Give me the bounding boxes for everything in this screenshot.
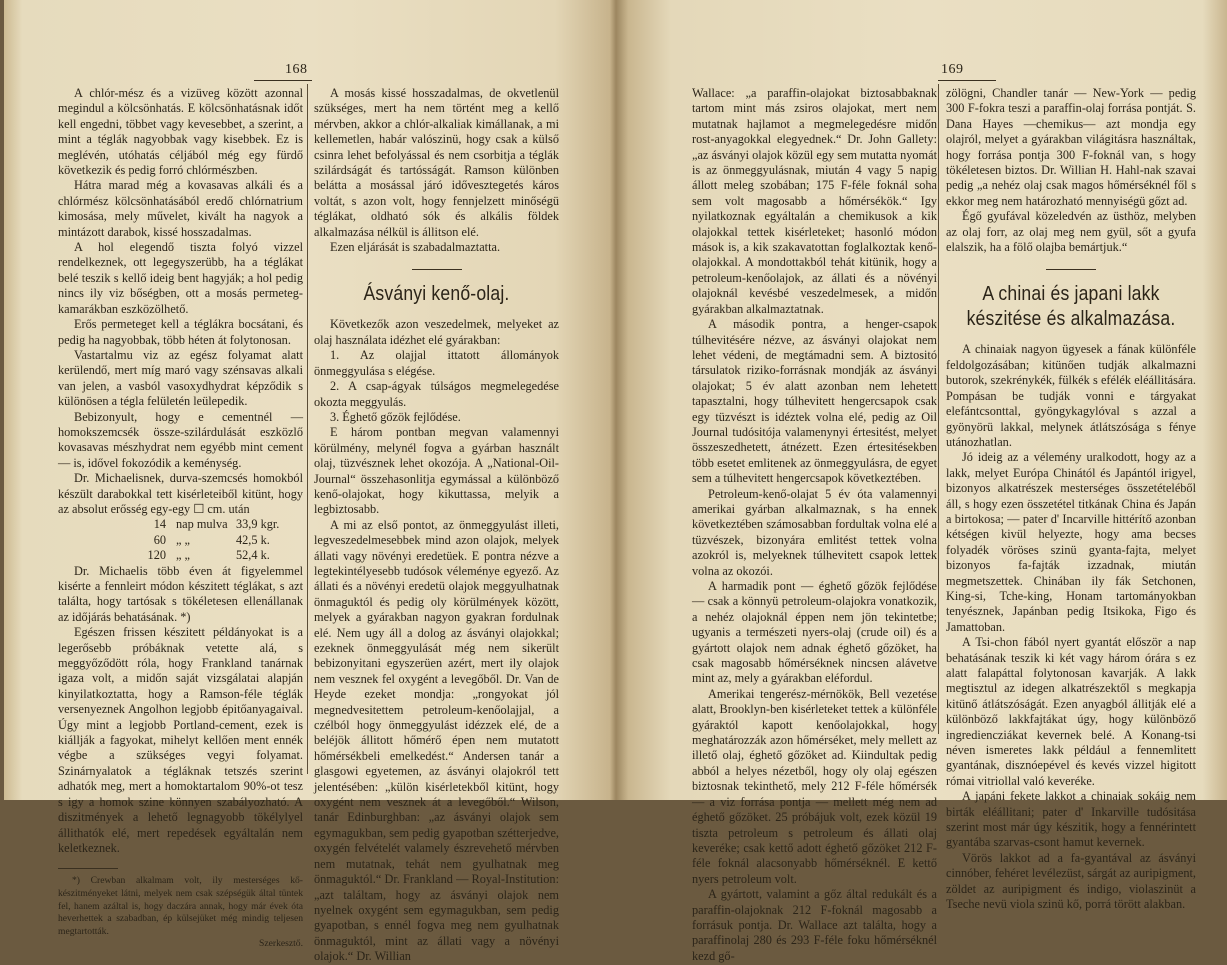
paragraph: A gyártott, valamint a gőz által redukált és a paraffin-olajoknak 212 F-foknál magosabb a forrásuk pontja. Dr. Wallace azt találta, hogy a paraffinolaj 280 és 293 F-féle foku hőmérséknél kezd gő-: [692, 887, 937, 963]
paragraph: zölögni, Chandler tanár — New-York — pedig 300 F-fokra teszi a paraffin-olaj forrása pontját. S. Dana Hayes —chemikus— azt mondja egy olajról, melyet a gyárakban világitásra használtak, hogy forrása pontja 300 F-foknál van, s hogy tökéletesen biztos. Dr. Willian H. Hahl-nak szavai pedig „a nehéz olaj csak magos hőmérséknél fől s ekkor meg nem határozható mennyiségü gőzt ad.: [946, 86, 1196, 208]
section-rule: [412, 269, 462, 270]
paragraph: Vörös lakkot ad a fa-gyantával az ásványi cinnóber, fehéret levélezüst, sárgát az auripigment, zöldet az auripigment és indigo, violaszinüt a Tseche nevü viola szinü kő, porrá törött alakban.: [946, 850, 1196, 912]
paragraph: A Tsi-chon fából nyert gyantát először a nap behatásának teszik ki két vagy három órára s ez alatt falapáttal folytonosan kavarják. A lakk megtisztul az idegen alkatrészektől s megkapja kitünő átlátszóságát. Ezen anyagból állitják elé a különböző lakkfajtákat úgy, hogy különböző ingrediencziákat kevernek belé. A Konang-tsi néven ismeretes lakk például a fennemlitett gyantának, disznóepével és kevés vizzel higitott római vitriollal való keveréke.: [946, 635, 1196, 788]
paragraph: A japáni fekete lakkot a chinaiak sokáig nem birták eléállitani; pater d' Inkarville tudósitása szerint most már úgy készitik, hogy a fennérintett gyantába szarvas-csont hamut kevernek.: [946, 789, 1196, 850]
table-cell-label: „ „: [176, 548, 190, 563]
page-number: 169: [941, 62, 964, 77]
table-cell-value: 52,4 k.: [236, 548, 270, 563]
column-divider: [938, 84, 939, 734]
paragraph: A harmadik pont — éghető gőzök fejlődése — csak a könnyü petroleum-olajokra vonatkozik, a nehéz olajoknál éppen nem jön tekintetbe; ugyanis a természeti nyers-olaj (crude oil) és a gyártott olajok nem adnak éghető gőzöket, ha csak magosabb hőmérséknek nincsen alávetve mint az, mely a gyárakban eléfordul.: [692, 579, 937, 686]
paragraph: 1. Az olajjal ittatott állományok önmeggyulása s elégése.: [314, 348, 559, 378]
paragraph: Dr. Michaelisnek, durva-szemcsés homokból készült darabokkal tett kisérleteiből kitünt, hogy az absolut erősség egy-egy ☐ cm. után: [58, 471, 303, 516]
paragraph: A második pontra, a henger-csapok túlhevitésére nézve, az ásványi olajokat nem lehet védeni, de megtámadni sem. A biztositó társulatok riziko-forrásnak mondják az ásványi olajokat; 5 év alatt azonban nem lehetett tapasztalni, hogy túlhevitett hengercsapok csak egy tüzvészt is idéztek volna elé, pedig az Oil Journal tudósitója valamenynyi értesitést, melyet összeszedhetett, átnézett. Ezen értesitésekben több esetet emlitenek az önmeggyulásra, de egyet sem a túlhevitett hengercsapok következtében.: [692, 317, 937, 486]
section-heading: Ásványi kenő-olaj.: [363, 283, 510, 306]
section-rule: [1046, 269, 1096, 270]
paragraph: 3. Éghető gőzök fejlődése.: [330, 409, 461, 424]
table-cell-days: 120: [147, 548, 166, 563]
header-rule: [938, 80, 996, 81]
paragraph: Hátra marad még a kovasavas alkáli és a chlórmész kölcsönhatásából eredő chlórnatrium kimosása, mely művelet, kivált ha nagyok a mintázott darabok, kissé hosszadalmas.: [58, 178, 303, 239]
section-heading: A chinai és japani lakk készitése és alkalmazása.: [966, 283, 1176, 331]
column-left: [58, 86, 303, 950]
paragraph: Ezen eljárását is szabadalmaztatta.: [330, 240, 501, 255]
paragraph: Jó ideig az a vélemény uralkodott, hogy az a lakk, melyet Európa Chinától és Japántól irigyel, bizonyos alkatrészek mesterséges összetételéből áll, s hogy ezen összetétel titkának China és Japán a birtokosa; — pater d' Incarville hittérítő azonban kétségen kivül helyezte, hogy ama becses folyadék vöröses szinü gyanta-fajta, melyet bizonyos fa-fajták izzadnak, miután megmetszettek. Chinában ily fák Setchonen, King-si, Tche-king, Honam tartományokban tenyésznek, Japánban pedig Itsikoka, Figo és Jamattoban.: [946, 450, 1196, 634]
column-right: [314, 86, 559, 965]
column-right: [946, 86, 1196, 913]
paragraph: Égő gyufával közeledvén az üsthöz, melyben az olaj forr, az olaj meg nem gyül, sőt a gyufa elalszik, ha a fölő olajba bemártjuk.“: [946, 209, 1196, 255]
paragraph: Amerikai tengerész-mérnökök, Bell vezetése alatt, Brooklyn-ben kisérleteket tettek a különféle gyáraktól kapott kenőolajokkal, hogy meghatározzák azon hőmérséket, mely mellett az illető olaj, éghető gőzöket ad. Kiindultak pedig abból a helyes nézetből, hogy oly olaj egészen biztosnak tekinthető, mely 212 F-féle hőmérsék — a viz forrása pontja — mellett még nem ad éghető gőzöket. 25 próbájuk volt, ezek közül 19 tiszta petroleum s petroleum és állati olaj keveréke; csak kettő adott éghető gőzöket 212 F-féle foknál alacsonyabb hőmérséknél. E kettő nyers petroleum volt.: [692, 686, 937, 886]
paragraph: E három pontban megvan valamennyi körülmény, melynél fogva a gyárban használt olaj, tüzvésznek lehet okozója. A „National-Oil-Journal“ összehasonlitja egymással a különböző kenő-olajokat, hogy kikuttassa, melyik a legbiztosabb.: [314, 425, 559, 517]
paragraph: A hol elegendő tiszta folyó vizzel rendelkeznek, ott legegyszerübb, ha a téglákat belé teszik s kellő ideig bent hagyják; a hol pedig nincs ily viz bőségben, ott a mosás permeteg-kamarákban eszközölhető.: [58, 240, 303, 316]
table-cell-days: 14: [153, 517, 166, 532]
paragraph: Wallace: „a paraffin-olajokat biztosabbaknak tartom mint más zsiros olajokat, mert nem mutatnak hajlamot a megmelegedésre midőn rost-anyagokkal elegyednek.“ Dr. John Gallety: „az ásványi olajok közül egy sem mutatta nyomát is az önmeggyulásnak, miután 4 vagy 5 napig állott meleg szobában; 175 F-féle foknál soha sem volt magosabb a hőmérsékök.“ Igy nyilatkoznak egyáltalán a chemikusok a kik olajokkal tettek kisérleteket; hasonló módon mások is, a kik szakavatottan foglalkoztak kenő-olajokkal. A mondottakból tehát kitünik, hogy a petroleum-kenőolajok, az állati és a növényi olajoknál kevésbé veszedelmesek, a midőn gyárakban alkalmaztatnak.: [692, 86, 937, 316]
header-rule: [254, 80, 312, 81]
column-divider: [307, 84, 308, 774]
footnote-rule: [58, 868, 118, 869]
left-page: [4, 0, 616, 964]
column-left: [692, 86, 937, 964]
paragraph: A mosás kissé hosszadalmas, de okvetlenül szükséges, mert ha nem történt meg a kellő mérvben, akkor a chlór-alkaliak kimállanak, a mi kellemetlen, habár valószinü, hogy csak a külső csinra lehet befolyással és nem csorbitja a téglák szilárdságát és tartósságát. Ramson különben belátta a mosással járó idővesztegetés káros voltát, s azon volt, hogy fennjelzett minőségü téglákat, oldható sók és alkális földek alkalmazása nélkül is állitson elé.: [314, 86, 559, 239]
strength-table: [58, 517, 303, 563]
paragraph: Bebizonyult, hogy e cementnél — homokszemcsék össze-szilárdulását eszközlő kovasavas mészhydrat nem egyébb mint cement — is, idővel fokozódik a keménység.: [58, 409, 303, 470]
paragraph: Petroleum-kenő-olajat 5 év óta valamennyi amerikai gyárban alkalmaznak, s ha ennek következtében számosabban fordultak volna elé a tüzvészek, bizonyára emlitést tettek volna azokról is, melyeknek túlhevitett csapok lettek volna az okozói.: [692, 486, 937, 578]
paragraph: 2. A csap-ágyak túlságos megmelegedése okozta meggyulás.: [314, 379, 559, 409]
paragraph: Következők azon veszedelmek, melyeket az olaj használata idézhet elé gyárakban:: [314, 317, 559, 347]
table-cell-label: nap mulva: [176, 517, 228, 532]
page-number: 168: [285, 62, 308, 77]
table-cell-days: 60: [153, 532, 166, 547]
paragraph: Erős permeteget kell a téglákra bocsátani, és pedig ha nagyobbak, több héten át folytonosan.: [58, 317, 303, 347]
paragraph: Egészen frissen készitett példányokat is a legerősebb próbáknak vetette alá, s meggyőződött róla, hogy Frankland tanárnak igaza volt, a midőn saját vizsgálatai alapján kinyilatkoztatta, hogy a Ramson-féle téglák versenyeznek Angolhon legjobb épitőanyagaival. Úgy mint a legjobb Portland-cement, ezek is kiállják a fagyokat, mihelyt kellően ment ennék végbe a szükséges vegyi folyamat. Szinárnyalatok a tégláknak tetszés szerint adhatók meg, mert a homoktartalom 90%-ot tesz s igy a homok szine könnyen szabályozható. A diszitmények a lehető legnagyobb tökélylyel állithatók elé, mert repedések egyáltalán nem keletkeznek.: [58, 625, 303, 855]
paragraph: A chlór-mész és a vizüveg között azonnal megindul a kölcsönhatás. E kölcsönhatásnak időt kell engedni, többet vagy kevesebbet, a szerint, a mint a téglák nagyobbak vagy kisebbek. Ez is meglévén, utóhatás céljából még egy fürdő következik és pedig forró chlórmészben.: [58, 86, 303, 178]
table-cell-value: 33,9 kgr.: [236, 517, 280, 532]
paragraph: A mi az első pontot, az önmeggyulást illeti, legveszedelmesebbek mind azon olajok, melyek állati vagy növényi eredetüek. E pontra nézve a legtekintélyesebb tudósok véleménye egyező. Az állati és a növényi eredetü olajok meggyulhatnak önmaguktól és pedig oly körülmények között, melyek a gyárakban nagyon gyakran fordulnak elé. Nem ugy áll a dolog az ásványi olajokkal; ezeknek önmeggyulását még nem sikerült bebizonyitani egyszerüen azért, mert ily olajok nem vesznek fel oxygént a levegőből. Dr. Van de Heyde ezeket mondja: „rongyokat jól megnedvesitettem petroleum-kenőolajjal, a czélból hogy önmeggyulást idézzek elé, de a beléjök állitott hőmérő épen nem mutatott hőmérsékbeli emelkedést.“ Andersen tanár a glasgowi egyetemen, az ásványi olajokról tett jelentésében: „külön kisérletekből kitünt, hogy oxygént nem vesznek át a levegőből.“ Wilson, tanár Edinburghban: „az ásványi olajok sem egymagukban, sem pedig gyapotban szétterjedve, oxygén felvételét valamely észrevehető mérvben nem mutatnak, tehát nem gyulhatnak meg önmaguktól.“ Dr. Frankland — Royal-Institution: „azt találtam, hogy az ásványi olajok nem nyelnek oxygént sem egymagukban, sem pedig gyapotban, s ennél fogva meg nem gyulhatnak önmaguktól, mint az állati vagy a növényi olajok.“ Dr. Willian: [314, 517, 559, 964]
paragraph: A chinaiak nagyon ügyesek a fának különféle feldolgozásában; kitünően tudják alkalmazni butorok, szekrénykék, fülkék s efélék eléállitására. Pompásan be tudják vonni e tárgyakat elefántcsonttal, gyöngykagylóval s azzal a gyönyörü lakkal, melynek átlátszósága s fénye utánozhatlan.: [946, 342, 1196, 449]
footnote: *) Crewban alkalmam volt, ily mesterséges kő-készitményeket látni, melyek nem csak szépségük által tüntek fel, hanem azáltal is, hogy daczára annak, hogy már évek óta heverhettek a szabadban, ép külsejüket még mindig teljesen megtartották.: [58, 875, 303, 937]
paragraph: Vastartalmu viz az egész folyamat alatt kerülendő, mert míg maró vagy szénsavas alkali van jelen, a vasból vasoxydhydrat képződik s különösen a tégla felületén leülepedik.: [58, 347, 303, 409]
table-cell-value: 42,5 k.: [236, 532, 270, 547]
paragraph: Dr. Michaelis több éven át figyelemmel kisérte a fennleirt módon készitett téglákat, s azt találta, hogy tartósak s tökéletesen ellenállanak az időjárás behatásának. *): [58, 563, 303, 624]
footnote-signature: Szerkesztő.: [259, 938, 303, 950]
table-cell-label: „ „: [176, 532, 190, 547]
right-page: [616, 0, 1227, 963]
